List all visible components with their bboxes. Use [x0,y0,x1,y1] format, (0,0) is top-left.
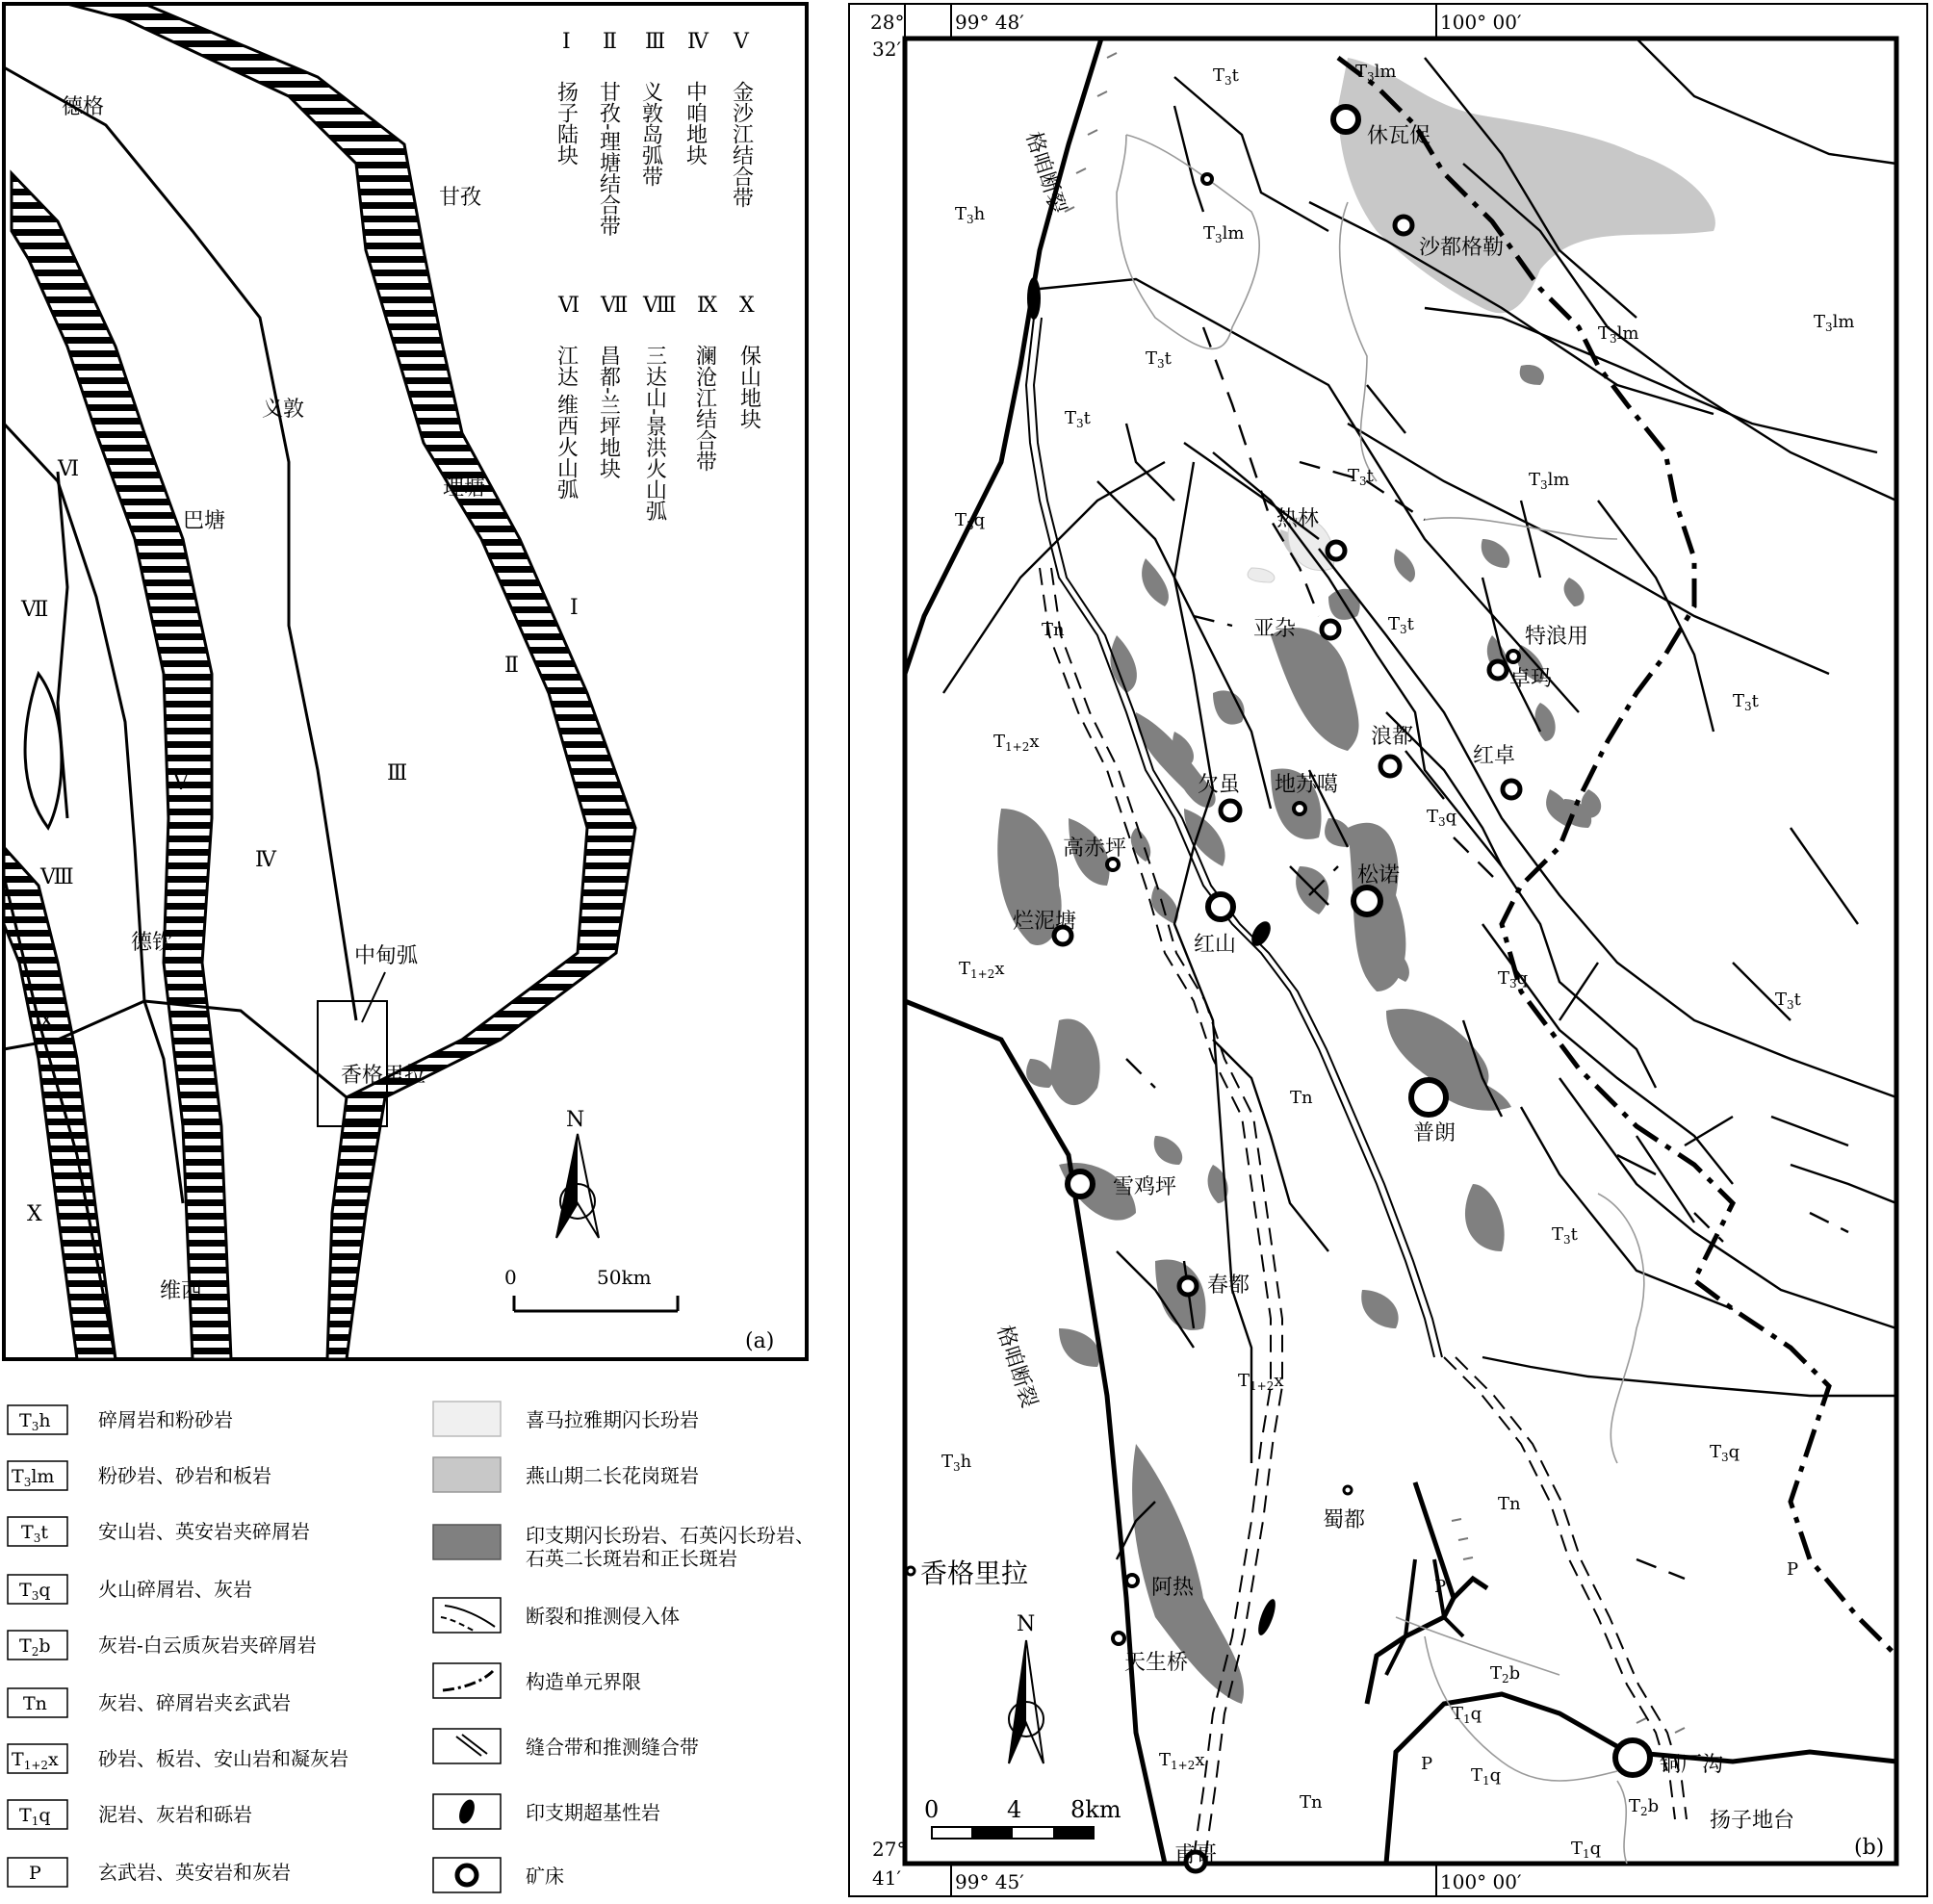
region-viii: Ⅷ [40,865,74,889]
region-iii: Ⅲ [387,761,408,785]
unit-5-numeral: Ⅴ [734,30,749,54]
strat-t3lm-2: $T_3lm$ [1203,223,1245,245]
strat-t2b-2: $T_2b$ [1629,1796,1660,1818]
svg-text:砂岩、板岩、安山岩和凝灰岩: 砂岩、板岩、安山岩和凝灰岩 [98,1747,348,1770]
label-xuejiping: 雪鸡坪 [1113,1175,1177,1199]
strat-t3t-4: $T_3t$ [1348,466,1374,488]
belt-ii [67,4,635,1359]
legend-right [433,1402,814,1892]
scale-b-end: 8km [1070,1796,1121,1823]
strat-p-2: P [1787,1559,1799,1580]
strat-t3h-1: $T_3h$ [955,204,986,226]
legend-left [8,1405,348,1887]
strat-t3t-7: $T_3t$ [1775,990,1801,1012]
scale-bar-b [924,1796,1121,1839]
unit-3-name: 义敦岛弧带 [638,81,663,187]
label-ganzi: 甘孜 [439,186,482,210]
ultramafic-bodies [1027,277,1278,1637]
unit-10-numeral: Ⅹ [739,294,755,318]
svg-text:火山碎屑岩、灰岩: 火山碎屑岩、灰岩 [98,1578,252,1601]
label-xiuwacu: 休瓦促 [1367,124,1431,148]
unit-7-numeral: Ⅶ [601,294,629,318]
deposit-jiuju [1221,801,1240,820]
belt-v [12,173,231,1359]
label-zhuoma: 卓玛 [1509,667,1553,691]
unit-5-name: 金沙江结合带 [729,81,754,208]
svg-text:碎屑岩和粉砂岩: 碎屑岩和粉砂岩 [98,1408,233,1431]
svg-text:灰岩、碎屑岩夹玄武岩: 灰岩、碎屑岩夹玄武岩 [98,1691,291,1714]
svg-text:泥岩、灰岩和砾岩: 泥岩、灰岩和砾岩 [98,1803,252,1826]
unit-6-numeral: Ⅵ [558,294,580,318]
unit-1-numeral: Ⅰ [562,30,571,54]
label-shadugeule: 沙都格勒 [1419,236,1505,260]
label-gaochiping: 高赤坪 [1063,836,1127,861]
panel-b-tag: (b) [1854,1836,1885,1860]
strat-t1q-1: $T_1q$ [1452,1704,1482,1726]
strat-t12x-4: $T_{1+2}x$ [1159,1750,1205,1772]
legend-row-t3h [8,1405,233,1434]
legend-row-himalayan [433,1402,699,1436]
strat-tn-4: Tn [1300,1792,1323,1813]
strat-t3q-1: $T_3q$ [955,510,986,532]
strat-t12x-2: $T_{1+2}x$ [959,959,1005,981]
svg-text:玄武岩、英安岩和灰岩: 玄武岩、英安岩和灰岩 [98,1861,291,1884]
svg-text:T1q: $T_1q$ [19,1805,51,1828]
unit-9-name: 澜沧江结合带 [692,345,717,472]
coord-bottom-lat-min: 41′ [872,1866,901,1890]
svg-text:印支期超基性岩: 印支期超基性岩 [526,1801,660,1824]
svg-text:Tn: Tn [23,1693,47,1714]
label-disuga: 地苏噶 [1275,773,1339,797]
legend-row-t3lm [8,1461,271,1490]
deposit-xianggelila [907,1567,915,1575]
svg-text:T3t: $T_3t$ [21,1522,48,1545]
deposit-pulang [1411,1080,1446,1115]
label-langdu: 浪都 [1371,725,1414,749]
strat-p-1: P [1434,1577,1447,1597]
region-vii: Ⅶ [21,598,49,622]
svg-text:T2b: $T_2b$ [19,1635,51,1659]
strat-t3q-4: $T_3q$ [1710,1442,1740,1464]
unit-2-name: 甘孜-理塘结合带 [596,81,621,237]
deposit-hongshan [1208,894,1233,919]
label-pulang: 普朗 [1413,1121,1456,1145]
unit-4-name: 中咱地块 [683,81,708,166]
label-songnuo: 松诺 [1357,863,1401,888]
svg-text:印支期闪长玢岩、石英闪长玢岩、: 印支期闪长玢岩、石英闪长玢岩、 [526,1524,814,1547]
unit-9-numeral: Ⅸ [697,294,718,318]
strat-t12x-3: $T_{1+2}x$ [1238,1371,1284,1393]
deposit-tongchanggou [1615,1740,1650,1775]
label-lannitang: 烂泥塘 [1013,910,1077,934]
strat-t3lm-1: $T_3lm$ [1355,62,1397,84]
label-chundu: 春都 [1207,1274,1250,1298]
strat-t1q-2: $T_1q$ [1471,1765,1502,1788]
panel-a-tag: (a) [745,1329,775,1353]
deposit-relin [1327,542,1345,559]
coord-top-lat-min: 32′ [872,38,901,61]
coord-bottom-lat: 27° [872,1838,907,1861]
coord-bottom-lon2: 100° 00′ [1440,1870,1522,1893]
units-legend-row1 [554,30,754,237]
label-yaza: 亚杂 [1253,617,1297,641]
coord-top-lon1: 99° 48′ [955,11,1024,34]
svg-text:T3q: $T_3q$ [19,1580,51,1603]
legend-row-p [8,1858,291,1887]
unit-6-name: 江达 维西火山弧 [554,345,579,500]
label-hongzhuo: 红卓 [1473,744,1516,768]
svg-text:喜马拉雅期闪长玢岩: 喜马拉雅期闪长玢岩 [526,1408,699,1431]
unit-2-numeral: Ⅱ [603,30,617,54]
unit-3-numeral: Ⅲ [645,30,666,54]
strat-tn-3: Tn [1498,1494,1521,1514]
legend-row-t3t [8,1517,310,1546]
legend-row-t12x [8,1744,348,1773]
region-vi: Ⅵ [58,457,80,481]
label-zhongdian-arc: 中甸弧 [354,944,419,968]
svg-text:矿床: 矿床 [526,1865,564,1888]
svg-text:构造单元界限: 构造单元界限 [526,1670,641,1693]
label-yangzi-platform: 扬子地台 [1710,1809,1795,1833]
strat-t3t-6: $T_3t$ [1733,691,1759,713]
svg-text:断裂和推测侵入体: 断裂和推测侵入体 [526,1605,680,1628]
north-arrow-a [556,1108,599,1238]
unit-8-name: 三达山-景洪火山弧 [642,345,667,522]
legend-row-t1q [8,1800,252,1829]
svg-text:T3lm: $T_3lm$ [12,1466,55,1489]
coord-top-lon2: 100° 00′ [1440,11,1522,34]
strat-t3q-2: $T_3q$ [1427,807,1457,829]
strat-t3t-5: $T_3t$ [1388,614,1414,636]
label-relin: 热林 [1276,507,1320,531]
deposit-songnuo [1353,888,1380,914]
deposit-yaza [1322,621,1339,638]
deposit-langdu [1380,757,1400,776]
legend-row-deposit [433,1858,564,1892]
unit-8-numeral: Ⅷ [643,294,677,318]
strat-tn-2: Tn [1290,1088,1313,1108]
svg-text:T1+2x: $T_{1+2}x$ [12,1749,59,1772]
label-geza-fault-bottom: 格咱断裂 [992,1323,1042,1411]
strat-t3t-8: $T_3t$ [1552,1224,1578,1247]
label-are: 阿热 [1151,1576,1195,1600]
region-ii: Ⅱ [504,654,519,678]
label-hongshan: 红山 [1194,933,1237,957]
label-fuge: 甫哥 [1174,1843,1218,1867]
strat-t3lm-5: $T_3lm$ [1529,470,1570,492]
svg-text:燕山期二长花岗斑岩: 燕山期二长花岗斑岩 [526,1464,699,1487]
coord-top-lat: 28° [870,11,905,34]
north-arrow-b [1009,1612,1044,1763]
strat-t3lm-4: $T_3lm$ [1814,312,1855,334]
strat-t3t-3: $T_3t$ [1065,408,1091,430]
svg-text:缝合带和推测缝合带: 缝合带和推测缝合带 [526,1736,699,1759]
units-legend-row2 [554,294,761,522]
unit-10-name: 保山地块 [736,345,761,429]
label-batang: 巴塘 [183,509,226,533]
strat-t1q-3: $T_1q$ [1571,1839,1602,1861]
label-xianggelila-b: 香格里拉 [920,1557,1029,1589]
north-letter-a: N [566,1108,585,1132]
deposit-telangyong [1508,651,1519,662]
deposit-disuga [1294,803,1305,814]
region-v: Ⅴ [173,771,189,795]
legend-row-ultramafic [433,1794,660,1829]
deposit-are [1126,1575,1138,1586]
strat-t3t-2: $T_3t$ [1146,348,1172,371]
label-dege: 德格 [62,95,105,119]
deposit-zhuoma [1489,661,1507,679]
label-jiuju: 欠虽 [1198,773,1241,797]
strat-t2b-1: $T_2b$ [1490,1663,1521,1685]
label-telangyong: 特浪用 [1525,625,1589,649]
label-tianshengqiao: 天生桥 [1124,1651,1189,1675]
region-x: Ⅹ [27,1202,42,1226]
unit-7-name: 昌都-兰坪地块 [596,345,621,479]
legend-row-boundary [433,1663,641,1698]
legend-row-indosinian [433,1524,814,1570]
legend-row-yanshan [433,1457,699,1492]
label-geza-fault-top: 格咱断裂 [1020,129,1070,218]
label-xianggelila-a: 香格里拉 [341,1064,426,1088]
label-deqin: 德钦 [131,931,174,955]
region-i: Ⅰ [570,596,579,620]
label-yidun: 义敦 [262,398,305,422]
svg-text:石英二长斑岩和正长斑岩: 石英二长斑岩和正长斑岩 [526,1547,737,1570]
region-iv: Ⅳ [255,848,276,872]
label-weixi: 维西 [160,1279,203,1303]
deposit-shudu [1344,1486,1352,1494]
deposit-hongzhuo [1503,781,1520,798]
region-ix: Ⅸ [34,1010,55,1034]
scale-bar-a [504,1266,678,1311]
strat-t3q-3: $T_3q$ [1498,968,1529,991]
legend [8,1402,814,1892]
belt-ix [4,847,116,1359]
svg-text:安山岩、英安岩夹碎屑岩: 安山岩、英安岩夹碎屑岩 [98,1520,310,1543]
scale-b-zero: 0 [924,1796,940,1823]
deposit-xuejiping [1068,1171,1093,1196]
deposit-chundu [1179,1277,1197,1295]
strat-t12x-1: $T_{1+2}x$ [993,732,1040,754]
unit-4-numeral: Ⅳ [687,30,709,54]
scale-a-zero: 0 [504,1266,517,1289]
panel-b [849,4,1927,1896]
label-tongchanggou: 铜厂沟 [1660,1753,1724,1777]
inset-leader [362,972,385,1022]
strat-tn-1: Tn [1042,620,1065,640]
coord-bottom-lon1: 99° 45′ [955,1870,1024,1893]
tectonic-boundary [1338,58,1896,1656]
legend-row-t2b [8,1631,317,1660]
deposit-shadugeule [1395,217,1412,234]
legend-row-suture [433,1729,699,1763]
scale-a-end: 50km [597,1266,652,1289]
strat-t3lm-3: $T_3lm$ [1598,323,1639,346]
svg-text:灰岩-白云质灰岩夹碎屑岩: 灰岩-白云质灰岩夹碎屑岩 [98,1634,317,1657]
panel-a [4,4,807,1359]
deposit-xiuwacu [1333,107,1358,132]
label-shudu: 蜀都 [1323,1508,1366,1532]
svg-text:P: P [29,1863,41,1884]
deposit-tianshengqiao [1113,1633,1124,1644]
legend-row-t3q [8,1575,252,1604]
svg-text:T3h: $T_3h$ [19,1410,51,1433]
legend-row-tn [8,1688,291,1717]
deposit-small-north [1202,174,1212,184]
scale-b-mid: 4 [1007,1796,1022,1823]
svg-text:粉砂岩、砂岩和板岩: 粉砂岩、砂岩和板岩 [98,1464,271,1487]
strat-t3t-1: $T_3t$ [1213,65,1239,88]
strat-t3h-2: $T_3h$ [941,1452,972,1474]
legend-row-faults [433,1598,680,1633]
strat-p-3: P [1421,1754,1433,1774]
north-letter-b: N [1017,1612,1036,1636]
label-litang: 理塘 [443,476,486,501]
unit-1-name: 扬子陆块 [554,81,579,166]
